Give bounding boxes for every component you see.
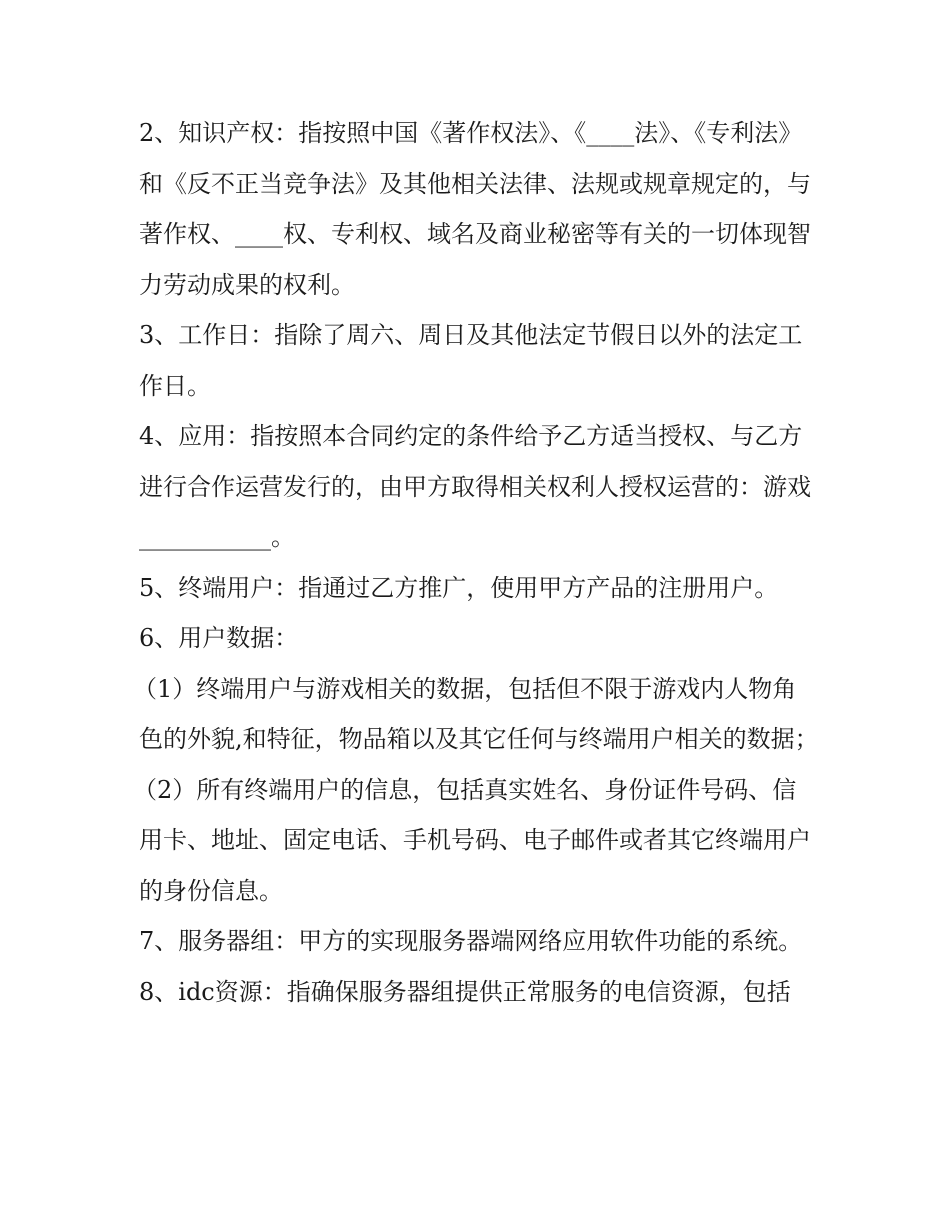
paragraph-idc-resources: 8、idc资源：指确保服务器组提供正常服务的电信资源，包括 — [139, 977, 791, 1006]
paragraph-intellectual-property: 2、知识产权：指按照中国《著作权法》、《____法》、《专利法》和《反不正当竞争法》及其他相关法律、法规或规章规定的，与著作权、____权、专利权、域名及商业秘密等有关的一切体现智力劳动成果的权利。 — [139, 119, 811, 299]
paragraph-application: 4、应用：指按照本合同约定的条件给予乙方适当授权、与乙方进行合作运营发行的，由甲方取得相关权利人授权运营的：游戏___________。 — [139, 422, 811, 551]
paragraph-end-user: 5、终端用户：指通过乙方推广，使用甲方产品的注册用户。 — [139, 573, 779, 602]
paragraph-user-data: 6、用户数据： — [139, 624, 299, 652]
paragraph-user-data-item-2: （2）所有终端用户的信息，包括真实姓名、身份证件号码、信用卡、地址、固定电话、手机号码、电子邮件或者其它终端用户的身份信息。 — [133, 775, 811, 905]
paragraph-working-day: 3、工作日：指除了周六、周日及其他法定节假日以外的法定工作日。 — [139, 321, 803, 400]
paragraph-server-group: 7、服务器组：甲方的实现服务器端网络应用软件功能的系统。 — [139, 927, 803, 955]
document-body — [133, 108, 819, 1017]
paragraph-user-data-item-1: （1）终端用户与游戏相关的数据，包括但不限于游戏内人物角色的外貌,和特征，物品箱以及其它任何与终端用户相关的数据； — [133, 674, 819, 753]
